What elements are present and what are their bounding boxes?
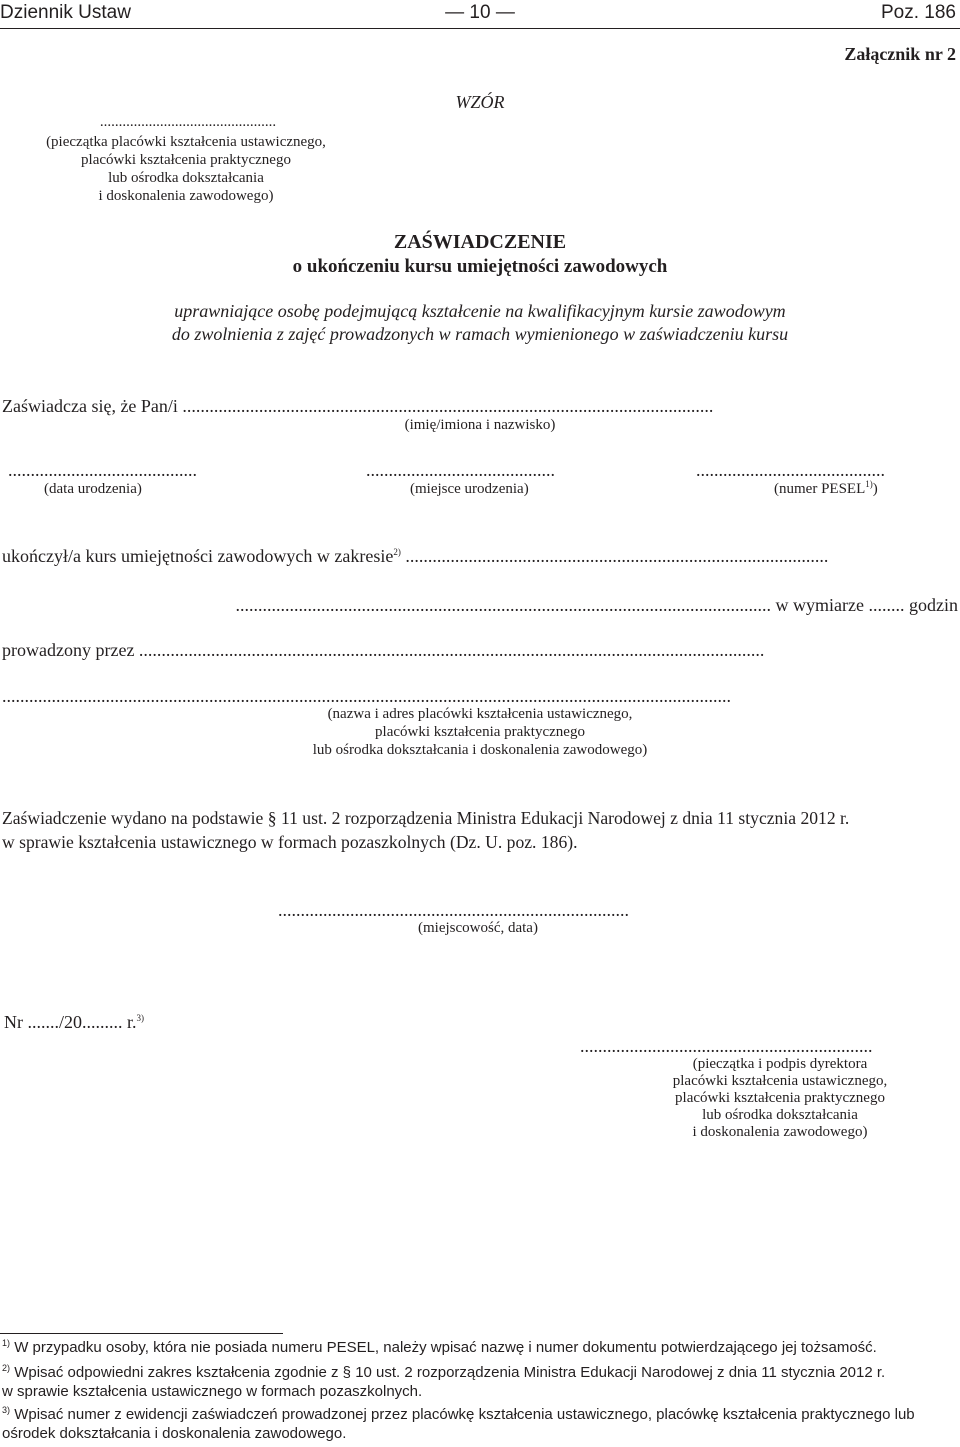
institution-dots: ..................................................................................................................................................................	[2, 686, 731, 706]
certify-line: Zaświadcza się, że Pan/i ......................................................................................................................	[2, 396, 714, 416]
document-title: ZAŚWIADCZENIE	[393, 231, 567, 253]
signature-label: (pieczątka i podpis dyrektora	[692, 1056, 868, 1072]
institution-label: placówki kształcenia praktycznego	[375, 724, 585, 740]
course-hours-line: ....................................................................................................................... w wymiarze ........ godzin	[235, 595, 958, 615]
stamp-line: (pieczątka placówki kształcenia ustawicznego,	[46, 134, 326, 150]
footnote-2: $^{2)}$ Wpisać odpowiedni zakres kształcenia zgodnie z § 10 ust. 2 rozporządzenia Ministra Edukacji Narodowej z dnia 11 stycznia 2012 r.	[2, 1363, 886, 1381]
signature-dots: .................................................................	[580, 1036, 873, 1056]
birth-place-dots: ..........................................	[366, 460, 555, 480]
institution-label: (nazwa i adres placówki kształcenia ustawicznego,	[327, 706, 633, 722]
birth-date-dots: ..........................................	[8, 460, 197, 480]
course-scope-line: ukończył/a kurs umiejętności zawodowych w zakresie$^{2)}$ ..............................................................................................	[2, 546, 829, 566]
header-rule	[0, 28, 960, 29]
pesel-label: (numer PESEL$^{1)}$)	[774, 479, 878, 497]
birth-place-label: (miejsce urodzenia)	[410, 481, 529, 497]
purpose-line: do zwolnienia z zajęć prowadzonych w ramach wymienionego w zaświadczeniu kursu	[171, 324, 789, 344]
name-field-label: (imię/imiona i nazwisko)	[404, 417, 556, 433]
signature-label: lub ośrodka dokształcania	[702, 1107, 858, 1123]
institution-label: lub ośrodka dokształcania i doskonalenia zawodowego)	[312, 742, 648, 758]
footnote-3-continuation: ośrodek dokształcania i doskonalenia zawodowego.	[2, 1425, 347, 1442]
certificate-number: Nr ......./20......... r.$^{3)}$	[4, 1012, 144, 1032]
legal-basis-line: Zaświadczenie wydano na podstawie § 11 ust. 2 rozporządzenia Ministra Edukacji Narodowej z dnia 11 stycznia 2012 r.	[2, 808, 850, 828]
document-subtitle: o ukończeniu kursu umiejętności zawodowych	[292, 256, 668, 277]
page-number: — 10 —	[445, 2, 515, 23]
course-provider-line: prowadzony przez ...........................................................................................................................................	[2, 640, 765, 660]
signature-label: placówki kształcenia ustawicznego,	[672, 1073, 888, 1089]
birth-date-label: (data urodzenia)	[44, 481, 142, 497]
stamp-line: lub ośrodka dokształcania	[108, 170, 264, 186]
signature-label: i doskonalenia zawodowego)	[692, 1124, 868, 1140]
stamp-line: i doskonalenia zawodowego)	[98, 188, 274, 204]
position-number: Poz. 186	[881, 2, 956, 23]
journal-title: Dziennik Ustaw	[0, 2, 131, 23]
template-label: WZÓR	[455, 92, 505, 112]
place-date-label: (miejscowość, data)	[418, 920, 538, 936]
annex-label: Załącznik nr 2	[844, 44, 956, 64]
stamp-line: placówki kształcenia praktycznego	[81, 152, 291, 168]
legal-basis-line: w sprawie kształcenia ustawicznego w formach pozaszkolnych (Dz. U. poz. 186).	[2, 832, 578, 852]
place-date-dots: ..............................................................................	[278, 900, 629, 920]
purpose-line: uprawniające osobę podejmującą kształcenie na kwalifikacyjnym kursie zawodowym	[174, 301, 786, 321]
signature-label: placówki kształcenia praktycznego	[675, 1090, 885, 1106]
footnote-rule	[0, 1333, 283, 1334]
footnote-3: $^{3)}$ Wpisać numer z ewidencji zaświadczeń prowadzonej przez placówkę kształcenia ustawicznego, placówkę kształcenia praktycznego lub	[2, 1405, 915, 1423]
footnote-1: $^{1)}$ W przypadku osoby, która nie posiada numeru PESEL, należy wpisać nazwę i numer dokumentu potwierdzającego jej tożsamość.	[2, 1338, 877, 1356]
stamp-dots: ...............................................	[99, 114, 277, 130]
footnote-2-continuation: w sprawie kształcenia ustawicznego w formach pozaszkolnych.	[2, 1383, 423, 1400]
pesel-dots: ..........................................	[696, 460, 885, 480]
